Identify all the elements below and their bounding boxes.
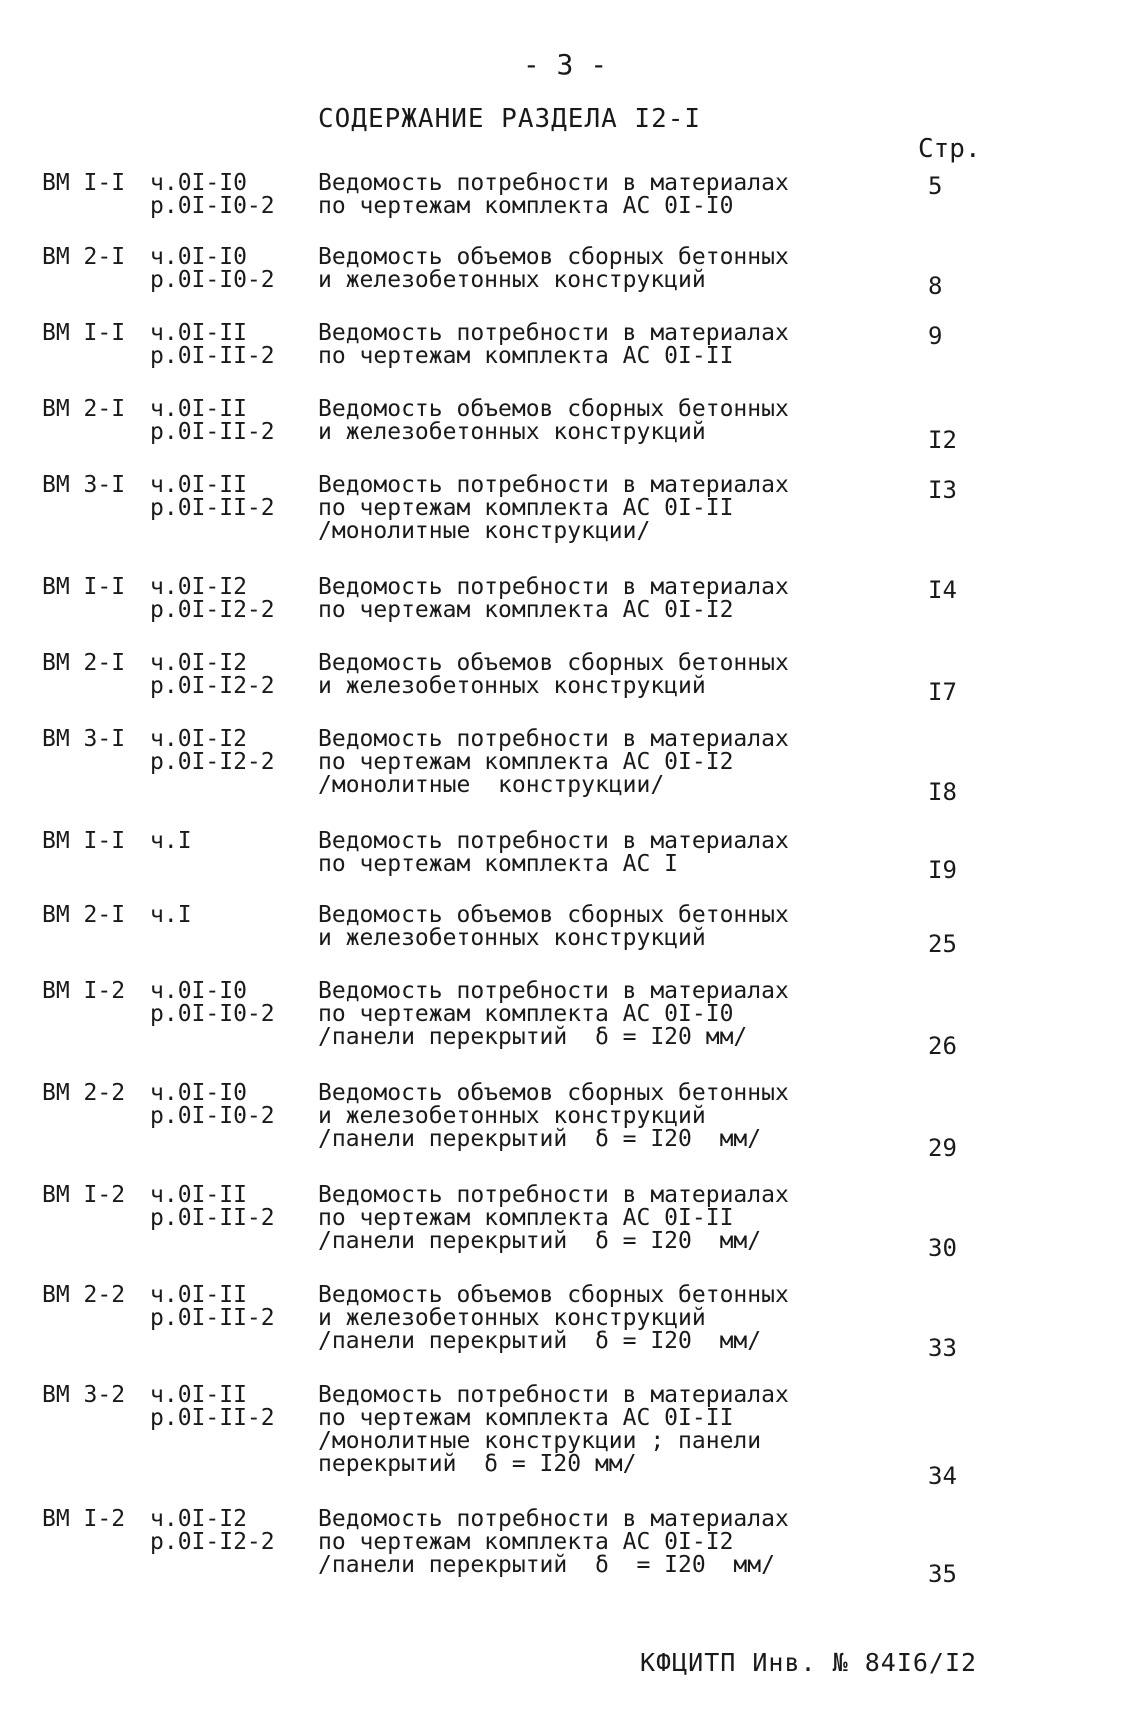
description-line: и железобетонных конструкций: [318, 419, 706, 445]
sheet-references: [150, 1384, 275, 1430]
entry-description: [318, 1082, 789, 1151]
part-reference: ч.0I-II: [150, 1182, 247, 1208]
page-ref: I4: [928, 576, 957, 604]
sheet-references: [150, 398, 275, 444]
section-reference: р.0I-I2-2: [150, 1529, 275, 1555]
sheet-references: [150, 980, 275, 1026]
entry-description: [318, 1384, 789, 1476]
description-line: и железобетонных конструкций: [318, 925, 706, 951]
section-reference: р.0I-I2-2: [150, 673, 275, 699]
page-ref: 33: [928, 1334, 957, 1362]
section-reference: р.0I-II-2: [150, 495, 275, 521]
description-line: Ведомость потребности в материалах: [318, 320, 789, 346]
page-ref: I2: [928, 426, 957, 454]
entry-description: [318, 1184, 789, 1253]
sheet-references: [150, 474, 275, 520]
page-ref: 29: [928, 1134, 957, 1162]
sheet-references: [150, 576, 275, 622]
description-line: Ведомость потребности в материалах: [318, 170, 789, 196]
description-line: и железобетонных конструкций: [318, 1103, 706, 1129]
entry-description: [318, 576, 789, 622]
description-line: по чертежам комплекта АС 0I-II: [318, 1205, 734, 1231]
sheet-code: ВМ 2-2: [42, 1080, 126, 1106]
page-ref: 30: [928, 1234, 957, 1262]
sheet-code: ВМ 2-I: [42, 396, 126, 422]
description-line: по чертежам комплекта АС 0I-I2: [318, 749, 734, 775]
entry-description: [318, 322, 789, 368]
entry-description: [318, 652, 789, 698]
description-line: Ведомость потребности в материалах: [318, 978, 789, 1004]
sheet-references: [150, 1508, 275, 1554]
sheet-references: [150, 1082, 275, 1128]
sheet-references: [150, 904, 192, 927]
entry-description: [318, 980, 789, 1049]
inventory-number: КФЦИТП Инв. № 84I6/I2: [640, 1648, 978, 1677]
page-ref: 25: [928, 930, 957, 958]
sheet-code: ВМ 2-2: [42, 1282, 126, 1308]
page-ref: 34: [928, 1462, 957, 1490]
description-line: перекрытий δ = I20 мм/: [318, 1451, 637, 1477]
sheet-code: ВМ 3-I: [42, 726, 126, 752]
page-column-header: Стр.: [918, 134, 981, 164]
description-line: Ведомость объемов сборных бетонных: [318, 650, 789, 676]
part-reference: ч.0I-I0: [150, 1080, 247, 1106]
part-reference: ч.0I-II: [150, 1282, 247, 1308]
description-line: по чертежам комплекта АС 0I-I0: [318, 193, 734, 219]
description-line: и железобетонных конструкций: [318, 673, 706, 699]
part-reference: ч.0I-I2: [150, 726, 247, 752]
sheet-references: [150, 728, 275, 774]
description-line: по чертежам комплекта АС 0I-II: [318, 1405, 734, 1431]
entry-description: [318, 830, 789, 876]
entry-description: [318, 1284, 789, 1353]
part-reference: ч.0I-I0: [150, 170, 247, 196]
description-line: /монолитные конструкции/: [318, 518, 651, 544]
section-reference: р.0I-II-2: [150, 1305, 275, 1331]
entry-description: [318, 398, 789, 444]
description-line: /монолитные конструкции ; панели: [318, 1428, 762, 1454]
page-ref: 9: [928, 322, 943, 350]
description-line: Ведомость потребности в материалах: [318, 574, 789, 600]
description-line: Ведомость потребности в материалах: [318, 1506, 789, 1532]
description-line: по чертежам комплекта АС 0I-I0: [318, 1001, 734, 1027]
part-reference: ч.0I-I0: [150, 244, 247, 270]
sheet-references: [150, 322, 275, 368]
section-reference: р.0I-I2-2: [150, 597, 275, 623]
sheet-code: ВМ I-2: [42, 1506, 126, 1532]
sheet-references: [150, 1284, 275, 1330]
description-line: Ведомость потребности в материалах: [318, 1382, 789, 1408]
sheet-references: [150, 1184, 275, 1230]
section-reference: р.0I-I0-2: [150, 193, 275, 219]
sheet-references: [150, 830, 192, 853]
description-line: Ведомость потребности в материалах: [318, 828, 789, 854]
description-line: Ведомость объемов сборных бетонных: [318, 396, 789, 422]
section-reference: р.0I-I2-2: [150, 749, 275, 775]
part-reference: ч.0I-II: [150, 320, 247, 346]
part-reference: ч.0I-I2: [150, 1506, 247, 1532]
sheet-code: ВМ I-I: [42, 320, 126, 346]
sheet-code: ВМ 3-2: [42, 1382, 126, 1408]
sheet-code: ВМ I-I: [42, 170, 126, 196]
description-line: Ведомость потребности в материалах: [318, 472, 789, 498]
sheet-references: [150, 246, 275, 292]
page-number: - 3 -: [522, 48, 608, 81]
description-line: Ведомость объемов сборных бетонных: [318, 1080, 789, 1106]
page-ref: 35: [928, 1560, 957, 1588]
section-reference: р.0I-I0-2: [150, 267, 275, 293]
description-line: Ведомость потребности в материалах: [318, 1182, 789, 1208]
page-ref: I7: [928, 678, 957, 706]
entry-description: [318, 474, 789, 543]
entry-description: [318, 172, 789, 218]
part-reference: ч.0I-I2: [150, 574, 247, 600]
section-reference: р.0I-II-2: [150, 343, 275, 369]
sheet-code: ВМ I-I: [42, 828, 126, 854]
description-line: /монолитные конструкции/: [318, 772, 665, 798]
description-line: по чертежам комплекта АС 0I-II: [318, 495, 734, 521]
description-line: /панели перекрытий δ = I20 мм/: [318, 1328, 762, 1354]
part-reference: ч.0I-I0: [150, 978, 247, 1004]
entry-description: [318, 246, 789, 292]
part-reference: ч.0I-II: [150, 472, 247, 498]
description-line: по чертежам комплекта АС 0I-I2: [318, 1529, 734, 1555]
description-line: Ведомость потребности в материалах: [318, 726, 789, 752]
description-line: /панели перекрытий δ = I20 мм/: [318, 1552, 775, 1578]
section-reference: р.0I-I0-2: [150, 1103, 275, 1129]
part-reference: ч.0I-II: [150, 1382, 247, 1408]
part-reference: ч.I: [150, 828, 192, 854]
page-ref: I8: [928, 778, 957, 806]
sheet-code: ВМ I-2: [42, 1182, 126, 1208]
part-reference: ч.0I-I2: [150, 650, 247, 676]
description-line: /панели перекрытий δ = I20 мм/: [318, 1228, 762, 1254]
part-reference: ч.I: [150, 902, 192, 928]
sheet-code: ВМ 2-I: [42, 650, 126, 676]
description-line: /панели перекрытий δ = I20 мм/: [318, 1126, 762, 1152]
entry-description: [318, 1508, 789, 1577]
section-title: СОДЕРЖАНИЕ РАЗДЕЛА I2-I: [318, 104, 702, 134]
description-line: по чертежам комплекта АС 0I-II: [318, 343, 734, 369]
sheet-code: ВМ I-2: [42, 978, 126, 1004]
section-reference: р.0I-II-2: [150, 1205, 275, 1231]
sheet-code: ВМ I-I: [42, 574, 126, 600]
description-line: и железобетонных конструкций: [318, 267, 706, 293]
description-line: Ведомость объемов сборных бетонных: [318, 902, 789, 928]
sheet-code: ВМ 2-I: [42, 902, 126, 928]
page-ref: 5: [928, 172, 943, 200]
entry-description: [318, 728, 789, 797]
entry-description: [318, 904, 789, 950]
section-reference: р.0I-I0-2: [150, 1001, 275, 1027]
part-reference: ч.0I-II: [150, 396, 247, 422]
description-line: по чертежам комплекта АС 0I-I2: [318, 597, 734, 623]
page-ref: 8: [928, 272, 943, 300]
sheet-code: ВМ 3-I: [42, 472, 126, 498]
page-ref: I9: [928, 856, 957, 884]
page-ref: 26: [928, 1032, 957, 1060]
section-reference: р.0I-II-2: [150, 419, 275, 445]
page-ref: I3: [928, 476, 957, 504]
description-line: Ведомость объемов сборных бетонных: [318, 1282, 789, 1308]
description-line: Ведомость объемов сборных бетонных: [318, 244, 789, 270]
section-reference: р.0I-II-2: [150, 1405, 275, 1431]
description-line: по чертежам комплекта АС I: [318, 851, 679, 877]
sheet-code: ВМ 2-I: [42, 244, 126, 270]
description-line: /панели перекрытий δ = I20 мм/: [318, 1024, 748, 1050]
sheet-references: [150, 652, 275, 698]
description-line: и железобетонных конструкций: [318, 1305, 706, 1331]
sheet-references: [150, 172, 275, 218]
